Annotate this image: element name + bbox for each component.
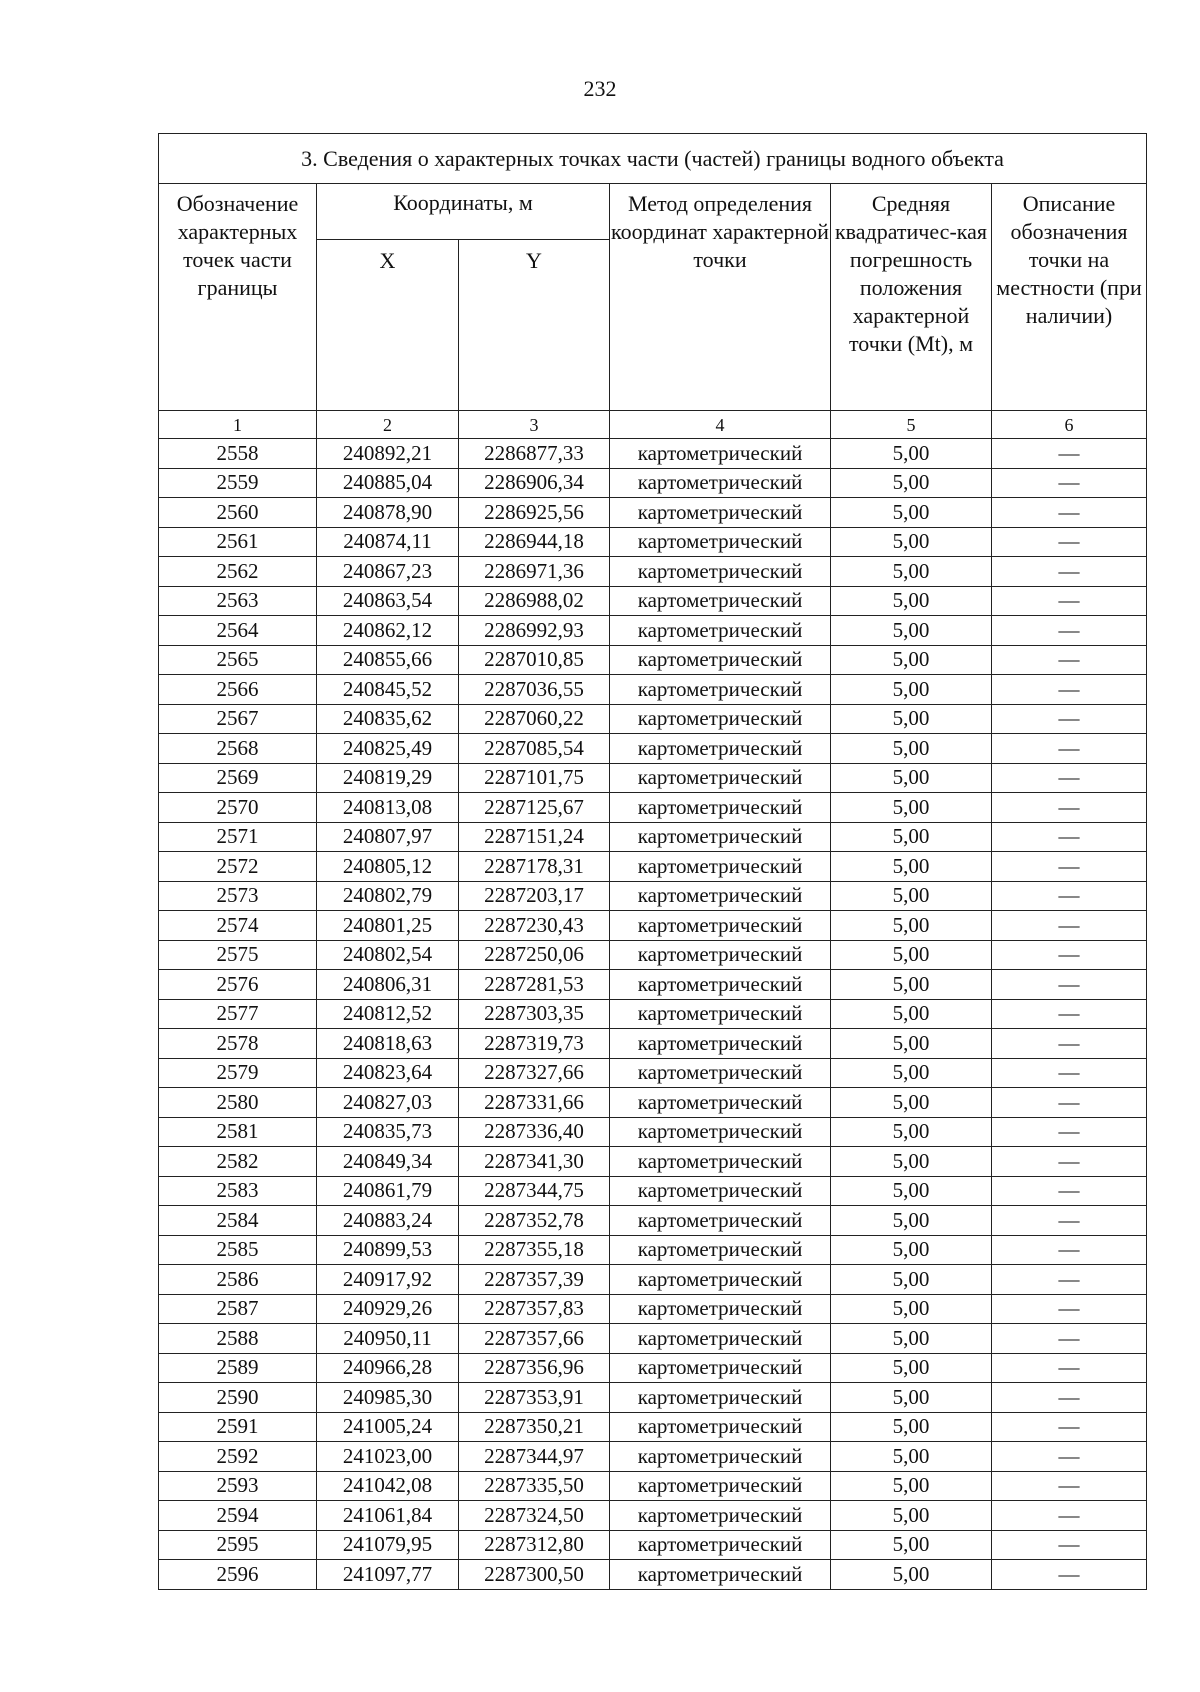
error-cell: 5,00 (831, 1294, 992, 1324)
table-row (159, 763, 1147, 793)
table-row (159, 498, 1147, 528)
description-cell: — (992, 763, 1147, 793)
point-id-cell: 2571 (159, 822, 317, 852)
method-cell: картометрический (610, 1324, 831, 1354)
table-row (159, 527, 1147, 557)
y-coordinate-cell: 2287336,40 (459, 1117, 610, 1147)
description-cell: — (992, 616, 1147, 646)
y-coordinate-cell: 2287353,91 (459, 1383, 610, 1413)
method-cell: картометрический (610, 1560, 831, 1590)
y-coordinate-cell: 2287101,75 (459, 763, 610, 793)
method-cell: картометрический (610, 1206, 831, 1236)
point-id-cell: 2594 (159, 1501, 317, 1531)
description-cell: — (992, 852, 1147, 882)
error-cell: 5,00 (831, 793, 992, 823)
y-coordinate-cell: 2287036,55 (459, 675, 610, 705)
x-coordinate-cell: 240878,90 (317, 498, 459, 528)
point-id-cell: 2584 (159, 1206, 317, 1236)
description-cell: — (992, 1088, 1147, 1118)
x-coordinate-cell: 240863,54 (317, 586, 459, 616)
y-coordinate-cell: 2287312,80 (459, 1530, 610, 1560)
description-cell: — (992, 1147, 1147, 1177)
header-error: Средняя квадратичес-кая погрешность положения характерной точки (Mt), м (831, 184, 992, 411)
point-id-cell: 2578 (159, 1029, 317, 1059)
y-coordinate-cell: 2287010,85 (459, 645, 610, 675)
description-cell: — (992, 970, 1147, 1000)
error-cell: 5,00 (831, 439, 992, 469)
table-row (159, 1235, 1147, 1265)
table-row (159, 911, 1147, 941)
description-cell: — (992, 940, 1147, 970)
error-cell: 5,00 (831, 1530, 992, 1560)
description-cell: — (992, 1412, 1147, 1442)
table-row (159, 822, 1147, 852)
method-cell: картометрический (610, 1088, 831, 1118)
description-cell: — (992, 881, 1147, 911)
method-cell: картометрический (610, 1176, 831, 1206)
x-coordinate-cell: 240985,30 (317, 1383, 459, 1413)
x-coordinate-cell: 241005,24 (317, 1412, 459, 1442)
method-cell: картометрический (610, 793, 831, 823)
point-id-cell: 2575 (159, 940, 317, 970)
column-number: 2 (317, 411, 459, 439)
method-cell: картометрический (610, 468, 831, 498)
error-cell: 5,00 (831, 999, 992, 1029)
point-id-cell: 2570 (159, 793, 317, 823)
table-row (159, 1176, 1147, 1206)
table-row (159, 1147, 1147, 1177)
y-coordinate-cell: 2287303,35 (459, 999, 610, 1029)
point-id-cell: 2593 (159, 1471, 317, 1501)
y-coordinate-cell: 2287250,06 (459, 940, 610, 970)
point-id-cell: 2562 (159, 557, 317, 587)
description-cell: — (992, 822, 1147, 852)
point-id-cell: 2567 (159, 704, 317, 734)
table-row (159, 557, 1147, 587)
method-cell: картометрический (610, 557, 831, 587)
method-cell: картометрический (610, 1117, 831, 1147)
table-row (159, 734, 1147, 764)
method-cell: картометрический (610, 439, 831, 469)
x-coordinate-cell: 240835,62 (317, 704, 459, 734)
method-cell: картометрический (610, 1383, 831, 1413)
error-cell: 5,00 (831, 527, 992, 557)
x-coordinate-cell: 240813,08 (317, 793, 459, 823)
error-cell: 5,00 (831, 616, 992, 646)
x-coordinate-cell: 240861,79 (317, 1176, 459, 1206)
method-cell: картометрический (610, 763, 831, 793)
description-cell: — (992, 1117, 1147, 1147)
page-number: 232 (583, 76, 617, 101)
header-method: Метод определения координат характерной точки (610, 184, 831, 411)
table-row (159, 1383, 1147, 1413)
y-coordinate-cell: 2286988,02 (459, 586, 610, 616)
method-cell: картометрический (610, 970, 831, 1000)
y-coordinate-cell: 2287344,75 (459, 1176, 610, 1206)
column-numbers-row (159, 411, 1147, 439)
column-number: 3 (459, 411, 610, 439)
table-body (159, 439, 1147, 1590)
point-id-cell: 2591 (159, 1412, 317, 1442)
y-coordinate-cell: 2287357,83 (459, 1294, 610, 1324)
method-cell: картометрический (610, 1501, 831, 1531)
method-cell: картометрический (610, 616, 831, 646)
y-coordinate-cell: 2286944,18 (459, 527, 610, 557)
description-cell: — (992, 1442, 1147, 1472)
x-coordinate-cell: 240802,54 (317, 940, 459, 970)
error-cell: 5,00 (831, 911, 992, 941)
error-cell: 5,00 (831, 1235, 992, 1265)
y-coordinate-cell: 2287300,50 (459, 1560, 610, 1590)
error-cell: 5,00 (831, 1117, 992, 1147)
method-cell: картометрический (610, 1294, 831, 1324)
error-cell: 5,00 (831, 1471, 992, 1501)
description-cell: — (992, 1265, 1147, 1295)
description-cell: — (992, 439, 1147, 469)
method-cell: картометрический (610, 734, 831, 764)
description-cell: — (992, 586, 1147, 616)
table-row (159, 1117, 1147, 1147)
error-cell: 5,00 (831, 1147, 992, 1177)
y-coordinate-cell: 2287355,18 (459, 1235, 610, 1265)
x-coordinate-cell: 240835,73 (317, 1117, 459, 1147)
y-coordinate-cell: 2287060,22 (459, 704, 610, 734)
y-coordinate-cell: 2287331,66 (459, 1088, 610, 1118)
point-id-cell: 2580 (159, 1088, 317, 1118)
method-cell: картометрический (610, 940, 831, 970)
error-cell: 5,00 (831, 1383, 992, 1413)
table-row (159, 1530, 1147, 1560)
x-coordinate-cell: 241023,00 (317, 1442, 459, 1472)
method-cell: картометрический (610, 1412, 831, 1442)
point-id-cell: 2572 (159, 852, 317, 882)
x-coordinate-cell: 241079,95 (317, 1530, 459, 1560)
table-row (159, 793, 1147, 823)
point-id-cell: 2582 (159, 1147, 317, 1177)
error-cell: 5,00 (831, 645, 992, 675)
point-id-cell: 2587 (159, 1294, 317, 1324)
x-coordinate-cell: 240929,26 (317, 1294, 459, 1324)
x-coordinate-cell: 241061,84 (317, 1501, 459, 1531)
method-cell: картометрический (610, 881, 831, 911)
method-cell: картометрический (610, 498, 831, 528)
description-cell: — (992, 1501, 1147, 1531)
x-coordinate-cell: 241097,77 (317, 1560, 459, 1590)
error-cell: 5,00 (831, 1353, 992, 1383)
description-cell: — (992, 675, 1147, 705)
table-row (159, 940, 1147, 970)
point-id-cell: 2563 (159, 586, 317, 616)
point-id-cell: 2561 (159, 527, 317, 557)
column-number: 1 (159, 411, 317, 439)
x-coordinate-cell: 240827,03 (317, 1088, 459, 1118)
description-cell: — (992, 557, 1147, 587)
y-coordinate-cell: 2287341,30 (459, 1147, 610, 1177)
x-coordinate-cell: 240819,29 (317, 763, 459, 793)
error-cell: 5,00 (831, 1206, 992, 1236)
error-cell: 5,00 (831, 704, 992, 734)
table-row (159, 1324, 1147, 1354)
y-coordinate-cell: 2286925,56 (459, 498, 610, 528)
error-cell: 5,00 (831, 881, 992, 911)
x-coordinate-cell: 240805,12 (317, 852, 459, 882)
x-coordinate-cell: 240812,52 (317, 999, 459, 1029)
x-coordinate-cell: 240855,66 (317, 645, 459, 675)
point-id-cell: 2586 (159, 1265, 317, 1295)
x-coordinate-cell: 240802,79 (317, 881, 459, 911)
point-id-cell: 2583 (159, 1176, 317, 1206)
error-cell: 5,00 (831, 763, 992, 793)
y-coordinate-cell: 2286992,93 (459, 616, 610, 646)
method-cell: картометрический (610, 852, 831, 882)
y-coordinate-cell: 2287281,53 (459, 970, 610, 1000)
description-cell: — (992, 1530, 1147, 1560)
description-cell: — (992, 468, 1147, 498)
method-cell: картометрический (610, 1265, 831, 1295)
point-id-cell: 2573 (159, 881, 317, 911)
method-cell: картометрический (610, 586, 831, 616)
x-coordinate-cell: 240806,31 (317, 970, 459, 1000)
boundary-points-table (158, 133, 1147, 1590)
x-coordinate-cell: 240845,52 (317, 675, 459, 705)
method-cell: картометрический (610, 704, 831, 734)
header-coordinates: Координаты, м (317, 184, 610, 240)
table-row (159, 999, 1147, 1029)
point-id-cell: 2576 (159, 970, 317, 1000)
x-coordinate-cell: 240867,23 (317, 557, 459, 587)
error-cell: 5,00 (831, 1088, 992, 1118)
description-cell: — (992, 1324, 1147, 1354)
y-coordinate-cell: 2287151,24 (459, 822, 610, 852)
x-coordinate-cell: 241042,08 (317, 1471, 459, 1501)
y-coordinate-cell: 2286906,34 (459, 468, 610, 498)
point-id-cell: 2574 (159, 911, 317, 941)
point-id-cell: 2577 (159, 999, 317, 1029)
method-cell: картометрический (610, 675, 831, 705)
table-row (159, 1353, 1147, 1383)
error-cell: 5,00 (831, 970, 992, 1000)
error-cell: 5,00 (831, 468, 992, 498)
description-cell: — (992, 645, 1147, 675)
header-designation: Обозначение характерных точек части границы (159, 184, 317, 411)
x-coordinate-cell: 240823,64 (317, 1058, 459, 1088)
x-coordinate-cell: 240883,24 (317, 1206, 459, 1236)
point-id-cell: 2595 (159, 1530, 317, 1560)
column-number: 6 (992, 411, 1147, 439)
description-cell: — (992, 1560, 1147, 1590)
point-id-cell: 2589 (159, 1353, 317, 1383)
table-row (159, 1088, 1147, 1118)
point-id-cell: 2560 (159, 498, 317, 528)
x-coordinate-cell: 240801,25 (317, 911, 459, 941)
error-cell: 5,00 (831, 557, 992, 587)
description-cell: — (992, 1353, 1147, 1383)
point-id-cell: 2566 (159, 675, 317, 705)
description-cell: — (992, 1235, 1147, 1265)
error-cell: 5,00 (831, 1324, 992, 1354)
x-coordinate-cell: 240862,12 (317, 616, 459, 646)
header-description: Описание обозначения точки на местности (при наличии) (992, 184, 1147, 411)
table-row (159, 852, 1147, 882)
method-cell: картометрический (610, 1147, 831, 1177)
y-coordinate-cell: 2287357,66 (459, 1324, 610, 1354)
table-row (159, 704, 1147, 734)
point-id-cell: 2581 (159, 1117, 317, 1147)
method-cell: картометрический (610, 999, 831, 1029)
header-y: Y (459, 240, 610, 411)
table-row (159, 1029, 1147, 1059)
x-coordinate-cell: 240892,21 (317, 439, 459, 469)
x-coordinate-cell: 240899,53 (317, 1235, 459, 1265)
description-cell: — (992, 1294, 1147, 1324)
y-coordinate-cell: 2287335,50 (459, 1471, 610, 1501)
y-coordinate-cell: 2286877,33 (459, 439, 610, 469)
description-cell: — (992, 1176, 1147, 1206)
error-cell: 5,00 (831, 1442, 992, 1472)
method-cell: картометрический (610, 1029, 831, 1059)
table-row (159, 616, 1147, 646)
error-cell: 5,00 (831, 940, 992, 970)
method-cell: картометрический (610, 1353, 831, 1383)
point-id-cell: 2565 (159, 645, 317, 675)
table-row (159, 1058, 1147, 1088)
description-cell: — (992, 793, 1147, 823)
table-row (159, 1206, 1147, 1236)
y-coordinate-cell: 2287319,73 (459, 1029, 610, 1059)
y-coordinate-cell: 2287357,39 (459, 1265, 610, 1295)
point-id-cell: 2596 (159, 1560, 317, 1590)
point-id-cell: 2564 (159, 616, 317, 646)
method-cell: картометрический (610, 527, 831, 557)
table-row (159, 675, 1147, 705)
point-id-cell: 2585 (159, 1235, 317, 1265)
table-row (159, 1265, 1147, 1295)
method-cell: картометрический (610, 1442, 831, 1472)
point-id-cell: 2590 (159, 1383, 317, 1413)
table-row (159, 645, 1147, 675)
error-cell: 5,00 (831, 734, 992, 764)
point-id-cell: 2558 (159, 439, 317, 469)
x-coordinate-cell: 240849,34 (317, 1147, 459, 1177)
table-row (159, 881, 1147, 911)
x-coordinate-cell: 240917,92 (317, 1265, 459, 1295)
description-cell: — (992, 1383, 1147, 1413)
description-cell: — (992, 704, 1147, 734)
method-cell: картометрический (610, 911, 831, 941)
table-row (159, 1471, 1147, 1501)
y-coordinate-cell: 2287085,54 (459, 734, 610, 764)
error-cell: 5,00 (831, 675, 992, 705)
table-row (159, 1412, 1147, 1442)
error-cell: 5,00 (831, 498, 992, 528)
error-cell: 5,00 (831, 1176, 992, 1206)
y-coordinate-cell: 2287344,97 (459, 1442, 610, 1472)
y-coordinate-cell: 2287352,78 (459, 1206, 610, 1236)
column-number: 4 (610, 411, 831, 439)
error-cell: 5,00 (831, 586, 992, 616)
table-row (159, 970, 1147, 1000)
x-coordinate-cell: 240966,28 (317, 1353, 459, 1383)
table-row (159, 1294, 1147, 1324)
error-cell: 5,00 (831, 1265, 992, 1295)
point-id-cell: 2559 (159, 468, 317, 498)
point-id-cell: 2569 (159, 763, 317, 793)
x-coordinate-cell: 240807,97 (317, 822, 459, 852)
x-coordinate-cell: 240885,04 (317, 468, 459, 498)
y-coordinate-cell: 2286971,36 (459, 557, 610, 587)
y-coordinate-cell: 2287203,17 (459, 881, 610, 911)
header-row (159, 184, 1147, 240)
description-cell: — (992, 1029, 1147, 1059)
y-coordinate-cell: 2287125,67 (459, 793, 610, 823)
error-cell: 5,00 (831, 1029, 992, 1059)
table-row (159, 439, 1147, 469)
error-cell: 5,00 (831, 852, 992, 882)
table-row (159, 1560, 1147, 1590)
description-cell: — (992, 999, 1147, 1029)
table-row (159, 468, 1147, 498)
description-cell: — (992, 911, 1147, 941)
x-coordinate-cell: 240818,63 (317, 1029, 459, 1059)
method-cell: картометрический (610, 1235, 831, 1265)
error-cell: 5,00 (831, 1501, 992, 1531)
y-coordinate-cell: 2287327,66 (459, 1058, 610, 1088)
y-coordinate-cell: 2287324,50 (459, 1501, 610, 1531)
x-coordinate-cell: 240950,11 (317, 1324, 459, 1354)
y-coordinate-cell: 2287178,31 (459, 852, 610, 882)
y-coordinate-cell: 2287356,96 (459, 1353, 610, 1383)
header-x: X (317, 240, 459, 411)
method-cell: картометрический (610, 1058, 831, 1088)
y-coordinate-cell: 2287350,21 (459, 1412, 610, 1442)
point-id-cell: 2579 (159, 1058, 317, 1088)
method-cell: картометрический (610, 1530, 831, 1560)
error-cell: 5,00 (831, 822, 992, 852)
description-cell: — (992, 1206, 1147, 1236)
x-coordinate-cell: 240874,11 (317, 527, 459, 557)
error-cell: 5,00 (831, 1058, 992, 1088)
table-row (159, 1501, 1147, 1531)
method-cell: картометрический (610, 1471, 831, 1501)
method-cell: картометрический (610, 645, 831, 675)
y-coordinate-cell: 2287230,43 (459, 911, 610, 941)
description-cell: — (992, 1058, 1147, 1088)
point-id-cell: 2592 (159, 1442, 317, 1472)
method-cell: картометрический (610, 822, 831, 852)
description-cell: — (992, 498, 1147, 528)
point-id-cell: 2588 (159, 1324, 317, 1354)
error-cell: 5,00 (831, 1412, 992, 1442)
table-row (159, 586, 1147, 616)
column-number: 5 (831, 411, 992, 439)
x-coordinate-cell: 240825,49 (317, 734, 459, 764)
description-cell: — (992, 527, 1147, 557)
point-id-cell: 2568 (159, 734, 317, 764)
table-row (159, 1442, 1147, 1472)
error-cell: 5,00 (831, 1560, 992, 1590)
section-title: 3. Сведения о характерных точках части (частей) границы водного объекта (159, 134, 1147, 184)
description-cell: — (992, 734, 1147, 764)
description-cell: — (992, 1471, 1147, 1501)
section-title-row (159, 134, 1147, 184)
